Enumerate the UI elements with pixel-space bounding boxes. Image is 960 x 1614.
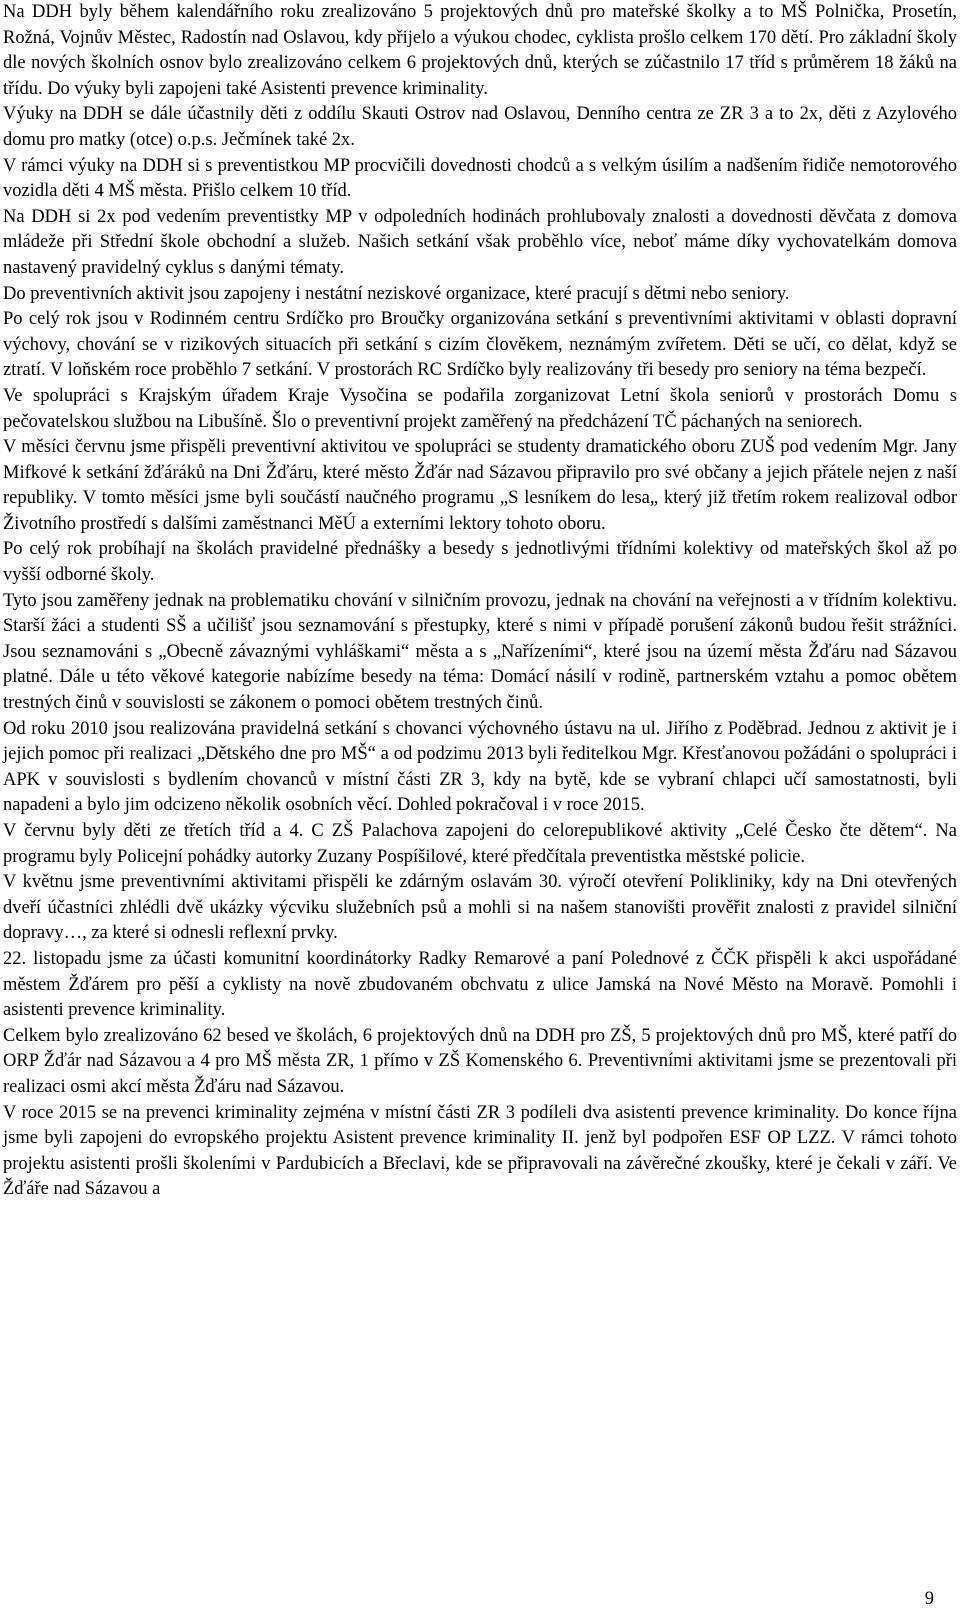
paragraph-14: 22. listopadu jsme za účasti komunitní koordinátorky Radky Remarové a paní Polednové z ČČK přispěli k akci uspořádané městem Žďárem pro pěší a cyklisty na nově zbudovaném obchvatu z ulice Jamská na Nové Město na Moravě. Pomohli i asistenti prevence kriminality. [3,948,957,1021]
paragraph-12: V červnu byly děti ze třetích tříd a 4. C ZŠ Palachova zapojeni do celorepublikové aktivity „Celé Česko čte dětem“. Na programu byly Policejní pohádky autorky Zuzany Pospíšilové, které předčítala preventistka městské policie. [3,821,957,867]
paragraph-7: Ve spolupráci s Krajským úřadem Kraje Vysočina se podařila zorganizovat Letní škola seniorů v prostorách Domu s pečovatelskou službou na Libušíně. Šlo o preventivní projekt zaměřený na předcházení TČ páchaných na seniorech. [3,385,957,432]
paragraph-13: V květnu jsme preventivními aktivitami přispěli ke zdárným oslavám 30. výročí otevření Polikliniky, kdy na Dni otevřených dveří účastníci zhlédli dvě ukázky výcviku služebních psů a mohli si na našem stanovišti prověřit znalosti z pravidel silniční dopravy…, za které si odnesli reflexní prvky. [3,872,957,944]
page-number: 9 [924,1589,934,1609]
document-body [3,0,957,1203]
paragraph-5: Do preventivních aktivit jsou zapojeny i nestátní neziskové organizace, které pracují s dětmi nebo seniory. [3,283,790,304]
paragraph-11: Od roku 2010 jsou realizována pravidelná setkání s chovanci výchovného ústavu na ul. Jiřího z Poděbrad. Jednou z aktivit je i jejich pomoc při realizaci „Dětského dne pro MŠ“ a od podzimu 2013 byli ředitelkou Mgr. Křesťanovou požádáni o spolupráci i APK v souvislosti s bydlením chovanců v místní části ZR 3, kdy na bytě, kde se vybraní chlapci učí samostatnosti, byli napadeni a bylo jim odcizeno několik osobních věcí. Dohled pokračoval i v roce 2015. [3,718,957,816]
paragraph-1: Na DDH byly během kalendářního roku zrealizováno 5 projektových dnů pro mateřské školky a to MŠ Polnička, Prosetín, Rožná, Vojnův Městec, Radostín nad Oslavou, kdy přijelo a výukou chodec, cyklista prošlo celkem 170 dětí. Pro základní školy dle nových školních osnov bylo zrealizováno celkem 6 projektových dnů, kterých se zúčastnilo 17 tříd s průměrem 18 žáků na třídu. Do výuky byli zapojeni také Asistenti prevence kriminality. [3,2,957,99]
paragraph-15: Celkem bylo zrealizováno 62 besed ve školách, 6 projektových dnů na DDH pro ZŠ, 5 projektových dnů pro MŠ, které patří do ORP Žďár nad Sázavou a 4 pro MŠ města ZR, 1 přímo v ZŠ Komenského 6. Preventivními aktivitami jsme se prezentovali při realizaci osmi akcí města Žďáru nad Sázavou. [3,1025,957,1097]
paragraph-10: Tyto jsou zaměřeny jednak na problematiku chování v silničním provozu, jednak na chování na veřejnosti a v třídním kolektivu. Starší žáci a studenti SŠ a učilišť jsou seznamování s přestupky, které s nimi v případě porušení zákonů budou řešit strážníci. Jsou seznamováni s „Obecně závaznými vyhláškami“ města a s „Nařízeními“, které jsou na území města Žďáru nad Sázavou platné. Dále u této věkové kategorie nabízíme besedy na téma: Domácí násilí v rodině, partnerském vztahu a pomoc obětem trestných činů v souvislosti se zákonem o pomoci obětem trestných činů. [3,590,957,714]
paragraph-9: Po celý rok probíhají na školách pravidelné přednášky a besedy s jednotlivými třídními kolektivy od mateřských škol až po vyšší odborné školy. [3,539,957,586]
paragraph-3: V rámci výuky na DDH si s preventistkou MP procvičili dovednosti chodců a s velkým úsilím a nadšením řidiče nemotorového vozidla děti 4 MŠ města. Přišlo celkem 10 tříd. [3,155,957,202]
paragraph-6: Po celý rok jsou v Rodinném centru Srdíčko pro Broučky organizována setkání s preventivními aktivitami v oblasti dopravní výchovy, chování se v rizikových situacích při setkání s cizím člověkem, neznámým zvířetem. Děti se učí, co dělat, když se ztratí. V loňském roce proběhlo 7 setkání. V prostorách RC Srdíčko byly realizovány tři besedy pro seniory na téma bezpečí. [3,309,957,381]
paragraph-8: V měsíci červnu jsme přispěli preventivní aktivitou ve spolupráci se studenty dramatického oboru ZUŠ pod vedením Mgr. Jany Mifkové k setkání žďáráků na Dni Žďáru, které město Žďár nad Sázavou připravilo pro své občany a jejich přátele nejen z naší republiky. V tomto měsíci jsme byli součástí naučného programu „S lesníkem do lesa„ který již třetím rokem realizoval odbor Životního prostředí s dalšími zaměstnanci MěÚ a externími lektory tohoto oboru. [3,437,957,534]
paragraph-2: Výuky na DDH se dále účastnily děti z oddílu Skauti Ostrov nad Oslavou, Denního centra ze ZR 3 a to 2x, děti z Azylového domu pro matky (otce) o.p.s. Ječmínek také 2x. [3,104,957,150]
paragraph-16: V roce 2015 se na prevenci kriminality zejména v místní části ZR 3 podíleli dva asistenti prevence kriminality. Do konce října jsme byli zapojeni do evropského projektu Asistent prevence kriminality II. jenž byl podpořen ESF OP LZZ. V rámci tohoto projektu asistenti prošli školeními v Pardubicích a Břeclavi, kde se připravovali na závěrečné zkoušky, které je čekali v září. Ve Žďáře nad Sázavou a [3,1102,957,1200]
paragraph-4: Na DDH si 2x pod vedením preventistky MP v odpoledních hodinách prohlubovaly znalosti a dovednosti děvčata z domova mládeže při Střední škole obchodní a služeb. Našich setkání však proběhlo více, neboť máme díky vychovatelkám domova nastavený pravidelný cyklus s danými tématy. [3,206,957,278]
